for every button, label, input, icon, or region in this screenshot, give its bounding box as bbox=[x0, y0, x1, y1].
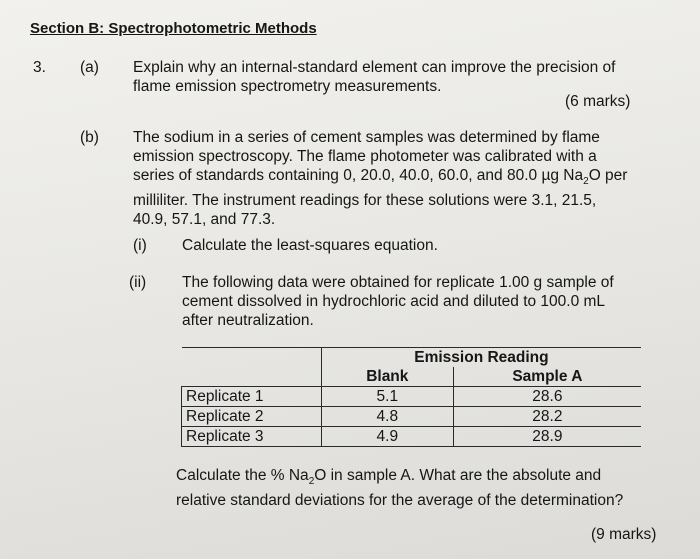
table-cell-blank: 4.9 bbox=[321, 427, 453, 447]
part-b-line: emission spectroscopy. The flame photometer was calibrated with a bbox=[133, 148, 597, 165]
subscript: 2 bbox=[583, 176, 589, 188]
part-b-label: (b) bbox=[80, 129, 99, 146]
final-question-text bbox=[176, 466, 656, 510]
part-b-line bbox=[133, 166, 641, 191]
sub-ii-line: The following data were obtained for replicate 1.00 g sample of bbox=[182, 274, 614, 291]
table-header-row bbox=[182, 367, 642, 387]
table-row bbox=[182, 407, 642, 427]
sub-ii-label: (ii) bbox=[129, 274, 147, 291]
table-cell-sample: 28.2 bbox=[453, 407, 641, 427]
part-b-line: milliliter. The instrument readings for these solutions were 3.1, 21.5, bbox=[133, 192, 597, 210]
table-cell-sample: 28.9 bbox=[453, 427, 641, 447]
sub-ii-line: cement dissolved in hydrochloric acid and diluted to 100.0 mL bbox=[182, 293, 606, 310]
part-a-text bbox=[133, 58, 641, 96]
part-b-line: 40.9, 57.1, and 77.3. bbox=[133, 211, 276, 229]
part-b-line-text: series of standards containing 0, 20.0, 40.0, 60.0, and 80.0 µg Na bbox=[133, 167, 584, 184]
table-row-label: Replicate 3 bbox=[182, 427, 322, 447]
sub-i-text: Calculate the least-squares equation. bbox=[182, 237, 438, 254]
table-cell-blank: 4.8 bbox=[321, 407, 453, 427]
part-a-line: Explain why an internal-standard element can improve the precision of bbox=[133, 59, 616, 76]
final-line bbox=[176, 466, 656, 491]
table-empty-cell bbox=[182, 348, 322, 368]
sub-ii-line: after neutralization. bbox=[182, 312, 314, 329]
final-line: relative standard deviations for the average of the determination? bbox=[176, 492, 624, 510]
subscript: 2 bbox=[308, 476, 315, 488]
part-a-line: flame emission spectrometry measurements. bbox=[133, 78, 442, 95]
part-b-text bbox=[133, 128, 641, 229]
table-row-label: Replicate 2 bbox=[182, 407, 322, 427]
table-row-label: Replicate 1 bbox=[182, 387, 322, 407]
table-empty-cell bbox=[182, 367, 322, 387]
table-col-header: Sample A bbox=[453, 367, 641, 387]
table-group-header-row bbox=[182, 348, 642, 368]
sub-i-label: (i) bbox=[133, 237, 147, 254]
sub-ii-text bbox=[182, 273, 648, 330]
final-line-text: Calculate the % Na bbox=[176, 467, 309, 484]
emission-table bbox=[181, 347, 641, 447]
final-marks: (9 marks) bbox=[591, 526, 657, 543]
final-line-text: O in sample A. What are the absolute and bbox=[314, 467, 602, 484]
table-row bbox=[182, 387, 642, 407]
table-row bbox=[182, 427, 642, 447]
table-cell-sample: 28.6 bbox=[453, 387, 641, 407]
part-b-line-text: O per bbox=[588, 167, 628, 184]
table-col-header: Blank bbox=[321, 367, 453, 387]
part-a-label: (a) bbox=[80, 59, 99, 76]
part-a-marks: (6 marks) bbox=[565, 93, 631, 110]
part-b-line: The sodium in a series of cement samples was determined by flame bbox=[133, 129, 600, 146]
table-group-header: Emission Reading bbox=[321, 348, 641, 368]
question-number: 3. bbox=[33, 59, 46, 76]
section-title: Section B: Spectrophotometric Methods bbox=[30, 20, 317, 37]
table-cell-blank: 5.1 bbox=[321, 387, 453, 407]
